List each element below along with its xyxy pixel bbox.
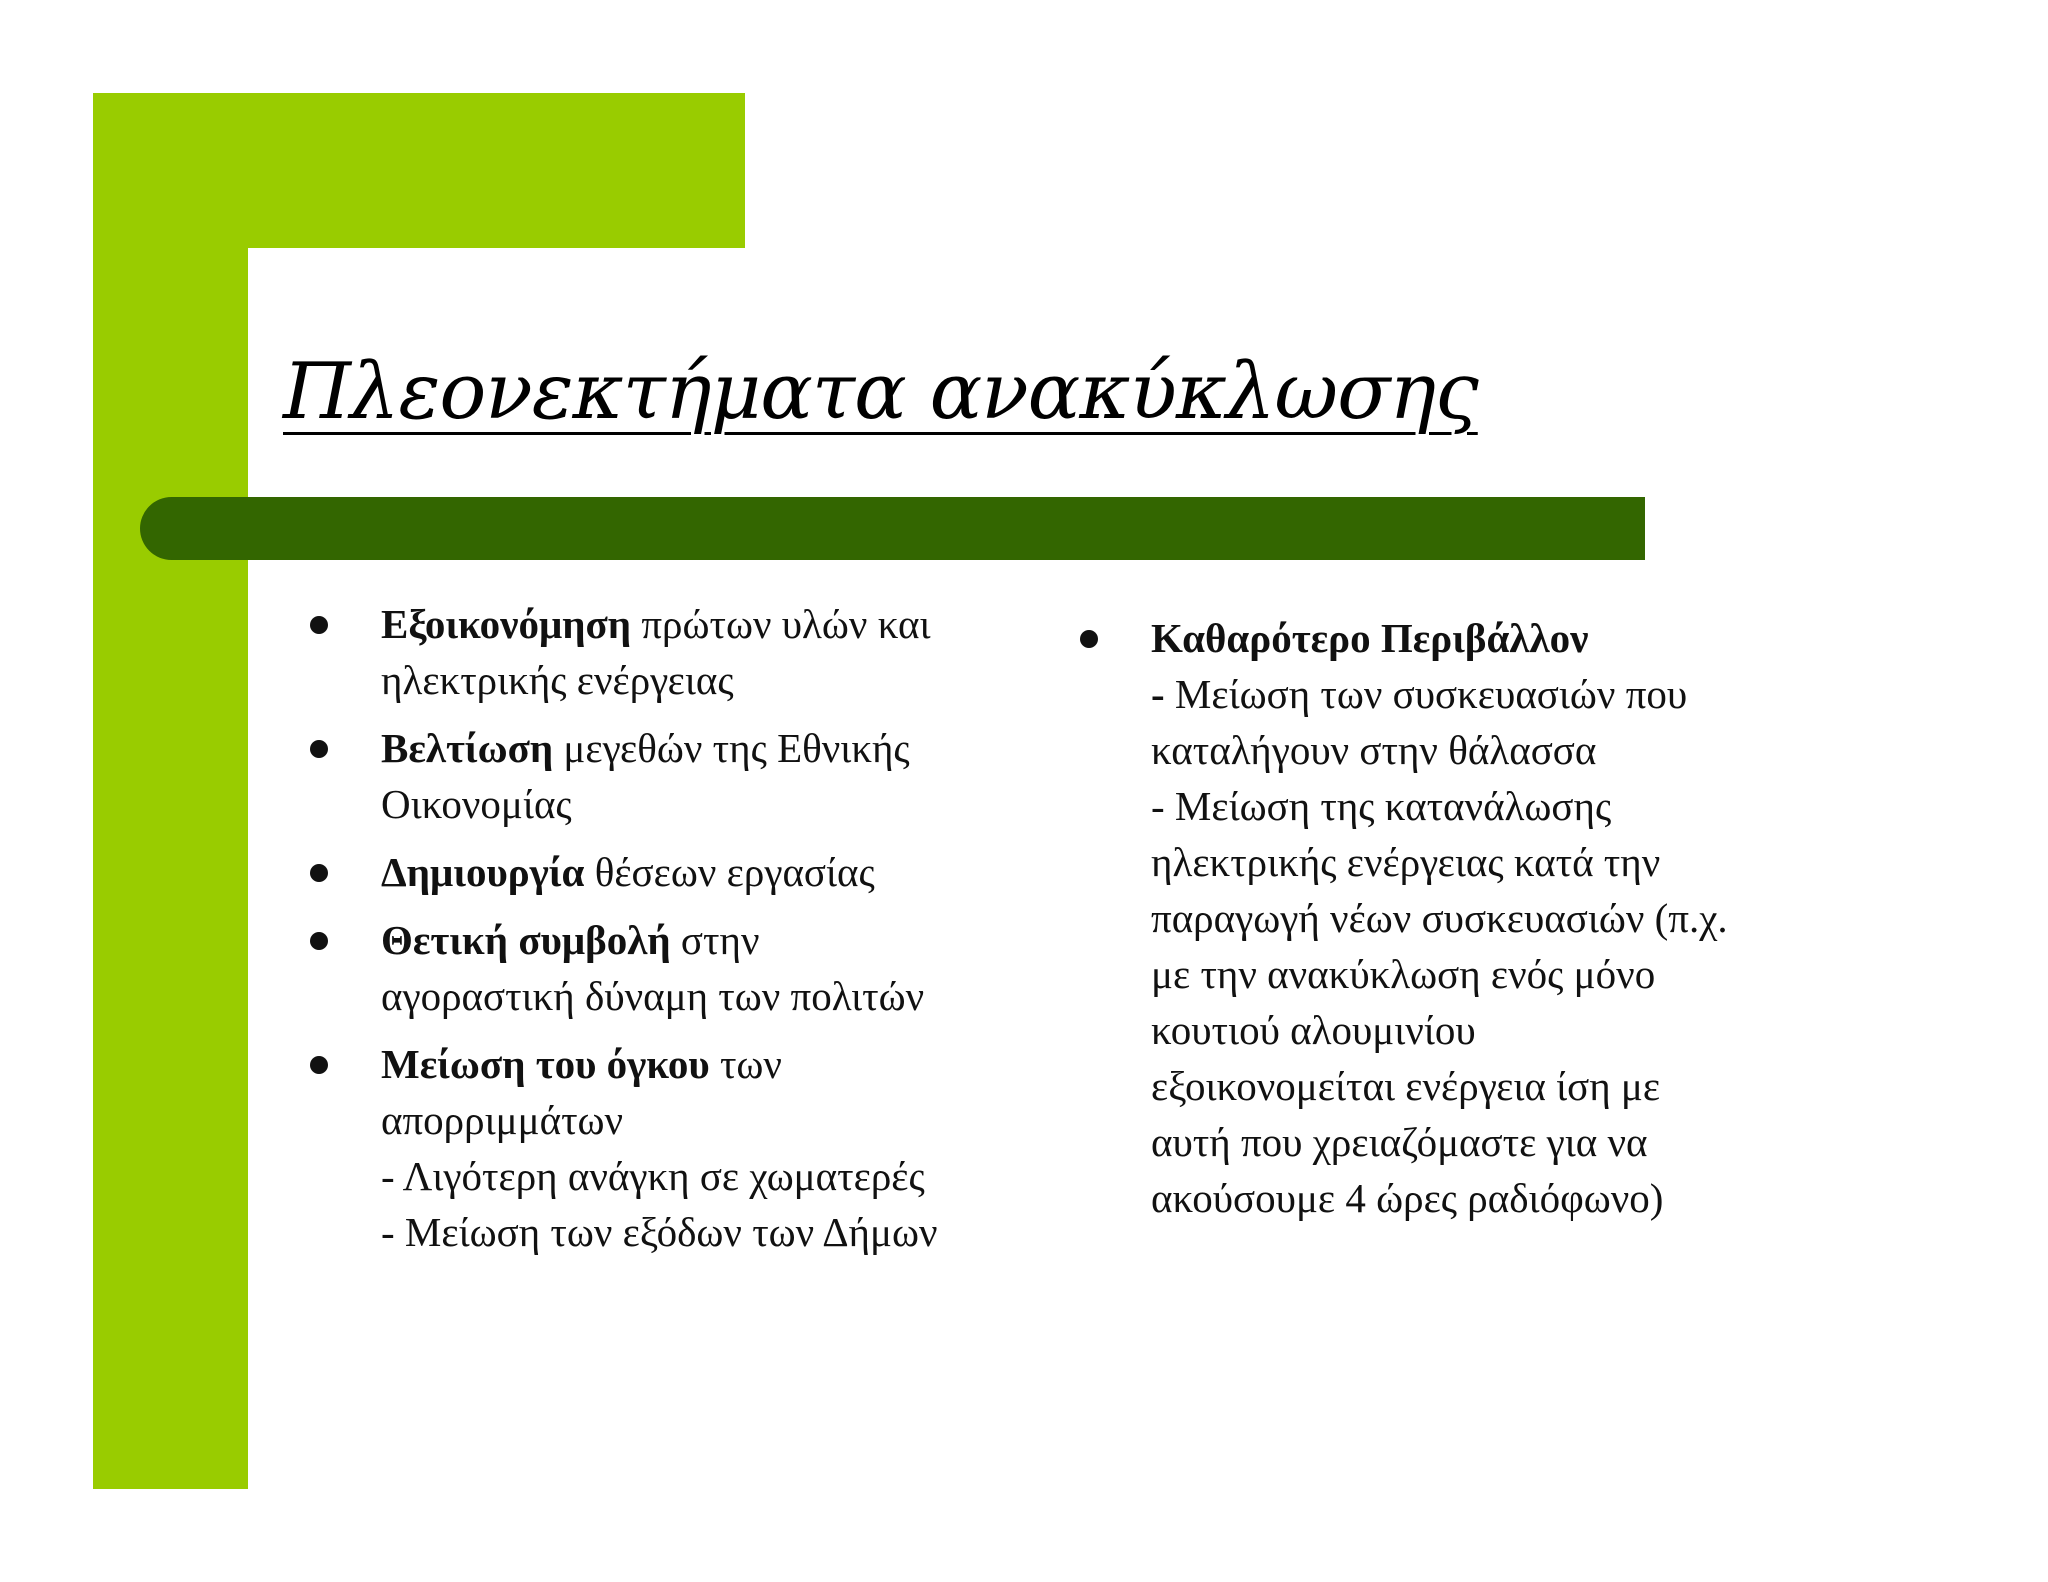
accent-block-left [93, 93, 248, 1489]
list-item [300, 912, 1060, 1024]
item-first-line [381, 720, 1060, 776]
item-line: αυτή που χρειαζόμαστε για να [1151, 1119, 1648, 1165]
list-item [300, 844, 1060, 900]
item-line: με την ανακύκλωση ενός μόνο [1151, 951, 1656, 997]
item-line: κουτιού αλουμινίου [1151, 1007, 1476, 1053]
bullet-icon [310, 1056, 328, 1074]
item-dash: - [1151, 671, 1165, 717]
item-line: ακούσουμε 4 ώρες ραδιόφωνο) [1151, 1175, 1664, 1221]
item-line: εξοικονομείται ενέργεια ίση με [1151, 1063, 1661, 1109]
item-first-line [381, 912, 1060, 968]
item-lead: Καθαρότερο Περιβάλλον [1151, 615, 1589, 661]
item-first-line [381, 844, 1060, 900]
title-divider-bar [140, 497, 1645, 560]
item-lead: Δημιουργία [381, 849, 585, 895]
item-line: - Μείωση της κατανάλωσης [1151, 783, 1612, 829]
list-item [1070, 610, 1830, 1226]
item-line: καταλήγουν στην θάλασσα [1151, 727, 1597, 773]
bullet-icon [310, 740, 328, 758]
item-line: - Λιγότερη ανάγκη σε χωματερές [381, 1153, 925, 1199]
item-rest: πρώτων υλών και [631, 601, 931, 647]
item-line: αγοραστική δύναμη των πολιτών [381, 973, 925, 1019]
item-lead: Βελτίωση [381, 725, 554, 771]
item-line: παραγωγή νέων συσκευασιών (π.χ. [1151, 895, 1728, 941]
slide-title: Πλεονεκτήματα ανακύκλωσης [283, 347, 1478, 437]
item-line: ηλεκτρικής ενέργειας [381, 657, 734, 703]
item-lead: Θετική συμβολή [381, 917, 671, 963]
item-first-line [1151, 666, 1830, 722]
item-rest: μεγεθών της Εθνικής [553, 725, 910, 771]
item-rest: Μείωση των συσκευασιών που [1164, 671, 1688, 717]
item-rest: θέσεων εργασίας [584, 849, 875, 895]
right-bullet-list [1070, 610, 1830, 1238]
item-rest: στην [670, 917, 760, 963]
bullet-icon [310, 932, 328, 950]
item-rest: των [709, 1041, 782, 1087]
left-bullet-list [300, 596, 1060, 1272]
list-item [300, 720, 1060, 832]
item-line: - Μείωση των εξόδων των Δήμων [381, 1209, 938, 1255]
bullet-icon [1080, 630, 1098, 648]
bullet-icon [310, 864, 328, 882]
list-item [300, 1036, 1060, 1260]
item-first-line [381, 1036, 1060, 1092]
list-item [300, 596, 1060, 708]
item-first-line [381, 596, 1060, 652]
item-line: ηλεκτρικής ενέργειας κατά την [1151, 839, 1661, 885]
item-lead: Μείωση του όγκου [381, 1041, 710, 1087]
item-lead: Εξοικονόμηση [381, 601, 632, 647]
bullet-icon [310, 616, 328, 634]
item-line: απορριμμάτων [381, 1097, 624, 1143]
item-line: Οικονομίας [381, 781, 572, 827]
